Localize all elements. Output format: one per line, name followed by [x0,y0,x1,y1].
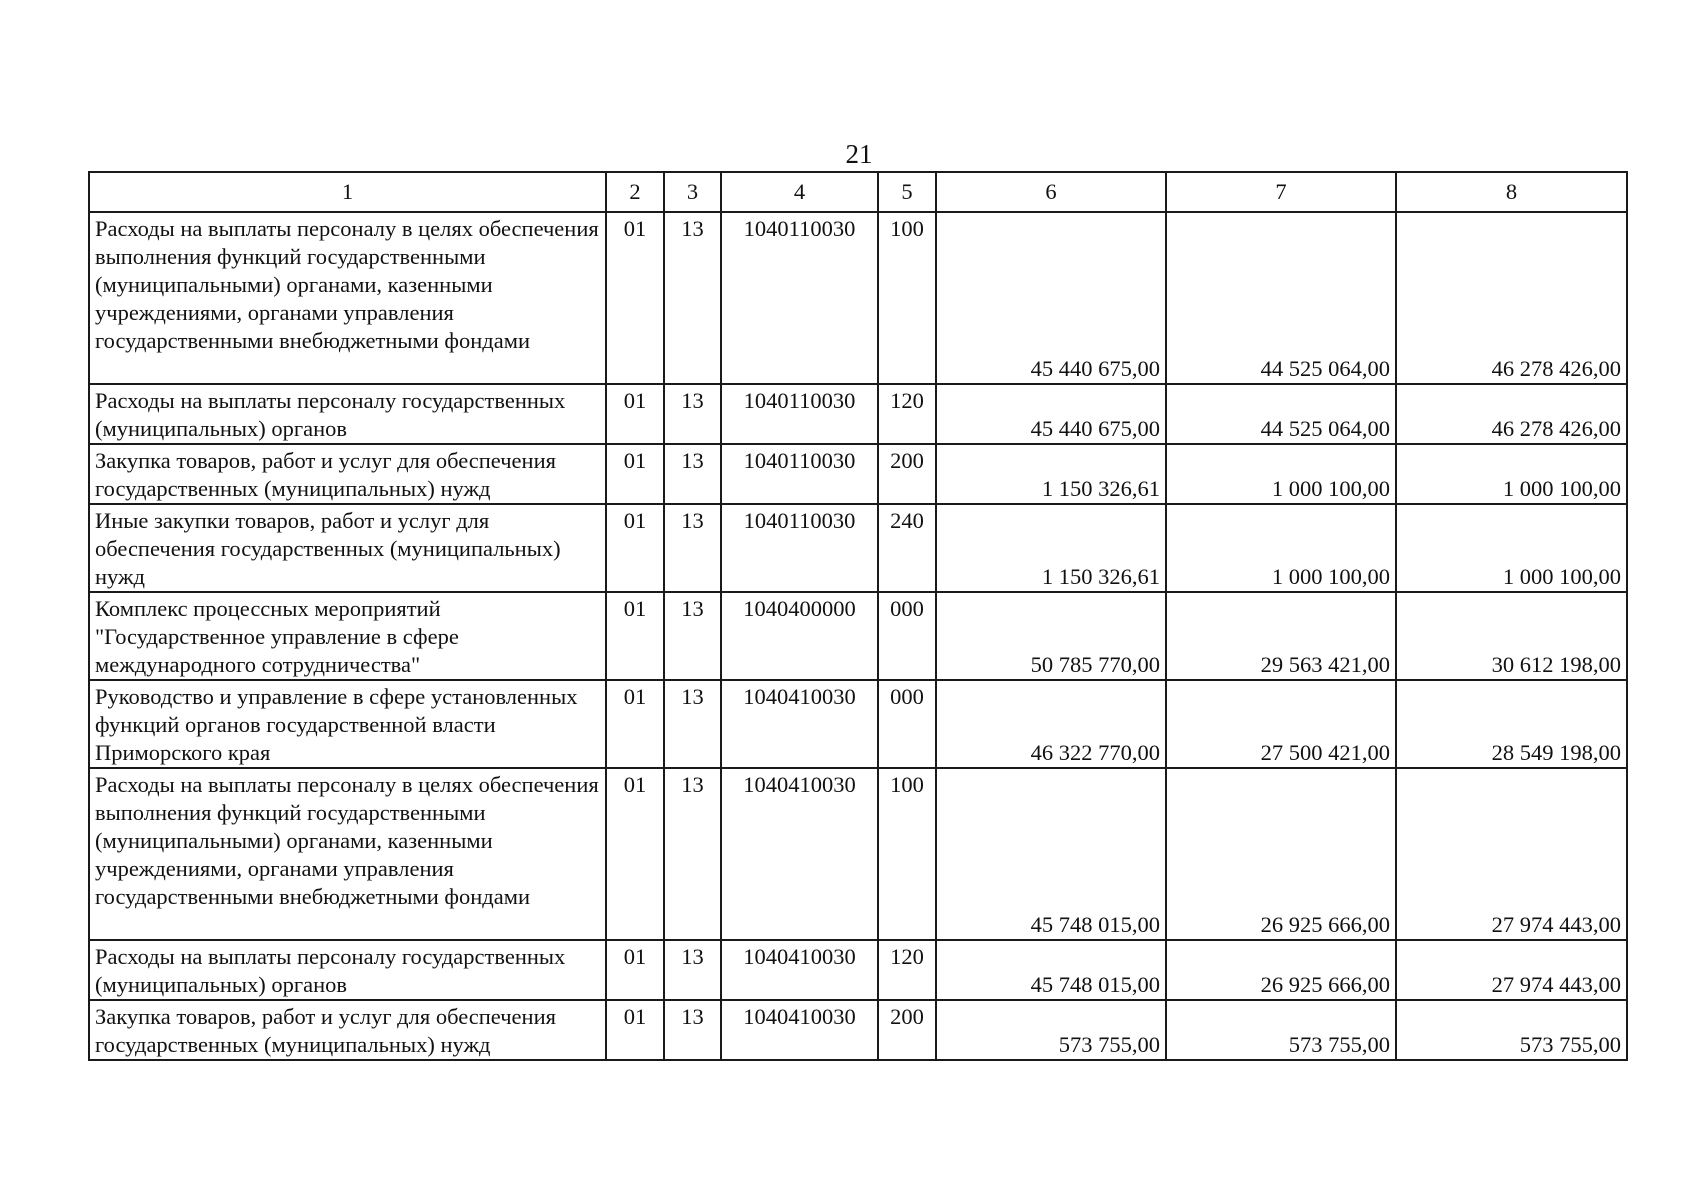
column-header: 8 [1396,172,1627,212]
amount-col-7: 26 925 666,00 [1166,768,1396,940]
column-header: 7 [1166,172,1396,212]
section-code: 01 [606,444,664,504]
amount-col-8: 27 974 443,00 [1396,940,1627,1000]
section-code: 01 [606,680,664,768]
subsection-code: 13 [664,212,721,384]
column-header: 3 [664,172,721,212]
target-article-code: 1040410030 [721,680,878,768]
amount-col-7: 26 925 666,00 [1166,940,1396,1000]
amount-col-6: 46 322 770,00 [936,680,1166,768]
subsection-code: 13 [664,768,721,940]
expense-type-code: 100 [878,768,936,940]
subsection-code: 13 [664,680,721,768]
target-article-code: 1040110030 [721,444,878,504]
expense-name: Закупка товаров, работ и услуг для обеспечения государственных (муниципальных) нужд [89,444,606,504]
expense-name: Расходы на выплаты персоналу государственных (муниципальных) органов [89,940,606,1000]
amount-col-6: 50 785 770,00 [936,592,1166,680]
header-row [89,172,1627,212]
amount-col-6: 573 755,00 [936,1000,1166,1060]
table-row [89,504,1627,592]
expense-type-code: 120 [878,384,936,444]
section-code: 01 [606,212,664,384]
target-article-code: 1040110030 [721,212,878,384]
table-body [89,172,1627,1060]
subsection-code: 13 [664,592,721,680]
expense-type-code: 200 [878,444,936,504]
subsection-code: 13 [664,504,721,592]
target-article-code: 1040110030 [721,504,878,592]
table-row [89,680,1627,768]
expense-type-code: 100 [878,212,936,384]
column-header: 2 [606,172,664,212]
amount-col-6: 45 748 015,00 [936,940,1166,1000]
target-article-code: 1040400000 [721,592,878,680]
target-article-code: 1040110030 [721,384,878,444]
expense-name: Расходы на выплаты персоналу государственных (муниципальных) органов [89,384,606,444]
amount-col-7: 44 525 064,00 [1166,384,1396,444]
table-row [89,768,1627,940]
table-row [89,444,1627,504]
expense-type-code: 200 [878,1000,936,1060]
section-code: 01 [606,768,664,940]
amount-col-8: 28 549 198,00 [1396,680,1627,768]
subsection-code: 13 [664,384,721,444]
amount-col-7: 44 525 064,00 [1166,212,1396,384]
expense-name: Руководство и управление в сфере установленных функций органов государственной власти Приморского края [89,680,606,768]
expense-name: Закупка товаров, работ и услуг для обеспечения государственных (муниципальных) нужд [89,1000,606,1060]
target-article-code: 1040410030 [721,768,878,940]
expense-type-code: 240 [878,504,936,592]
amount-col-6: 45 748 015,00 [936,768,1166,940]
amount-col-8: 46 278 426,00 [1396,384,1627,444]
amount-col-8: 46 278 426,00 [1396,212,1627,384]
table-row [89,592,1627,680]
expense-name: Расходы на выплаты персоналу в целях обеспечения выполнения функций государственными (муниципальными) органами, казенными учреждениями, органами управления государственными внебюджетными фондами [89,768,606,940]
amount-col-6: 1 150 326,61 [936,444,1166,504]
column-header: 4 [721,172,878,212]
section-code: 01 [606,940,664,1000]
amount-col-7: 1 000 100,00 [1166,504,1396,592]
subsection-code: 13 [664,444,721,504]
amount-col-7: 1 000 100,00 [1166,444,1396,504]
amount-col-8: 1 000 100,00 [1396,444,1627,504]
column-header: 6 [936,172,1166,212]
amount-col-8: 30 612 198,00 [1396,592,1627,680]
amount-col-6: 45 440 675,00 [936,212,1166,384]
target-article-code: 1040410030 [721,1000,878,1060]
amount-col-6: 45 440 675,00 [936,384,1166,444]
amount-col-8: 27 974 443,00 [1396,768,1627,940]
column-header: 5 [878,172,936,212]
page-number: 21 [845,139,873,169]
column-header: 1 [89,172,606,212]
expense-type-code: 000 [878,592,936,680]
subsection-code: 13 [664,940,721,1000]
subsection-code: 13 [664,1000,721,1060]
expense-name: Иные закупки товаров, работ и услуг для обеспечения государственных (муниципальных) нужд [89,504,606,592]
expense-type-code: 120 [878,940,936,1000]
expense-name: Комплекс процессных мероприятий "Государственное управление в сфере международного сотрудничества" [89,592,606,680]
amount-col-7: 573 755,00 [1166,1000,1396,1060]
amount-col-8: 1 000 100,00 [1396,504,1627,592]
amount-col-7: 29 563 421,00 [1166,592,1396,680]
table-row [89,384,1627,444]
table-row [89,212,1627,384]
amount-col-7: 27 500 421,00 [1166,680,1396,768]
section-code: 01 [606,1000,664,1060]
budget-table [88,171,1628,1061]
section-code: 01 [606,592,664,680]
amount-col-6: 1 150 326,61 [936,504,1166,592]
amount-col-8: 573 755,00 [1396,1000,1627,1060]
table-row [89,1000,1627,1060]
section-code: 01 [606,384,664,444]
target-article-code: 1040410030 [721,940,878,1000]
expense-type-code: 000 [878,680,936,768]
table-row [89,940,1627,1000]
expense-name: Расходы на выплаты персоналу в целях обеспечения выполнения функций государственными (муниципальными) органами, казенными учреждениями, органами управления государственными внебюджетными фондами [89,212,606,384]
section-code: 01 [606,504,664,592]
